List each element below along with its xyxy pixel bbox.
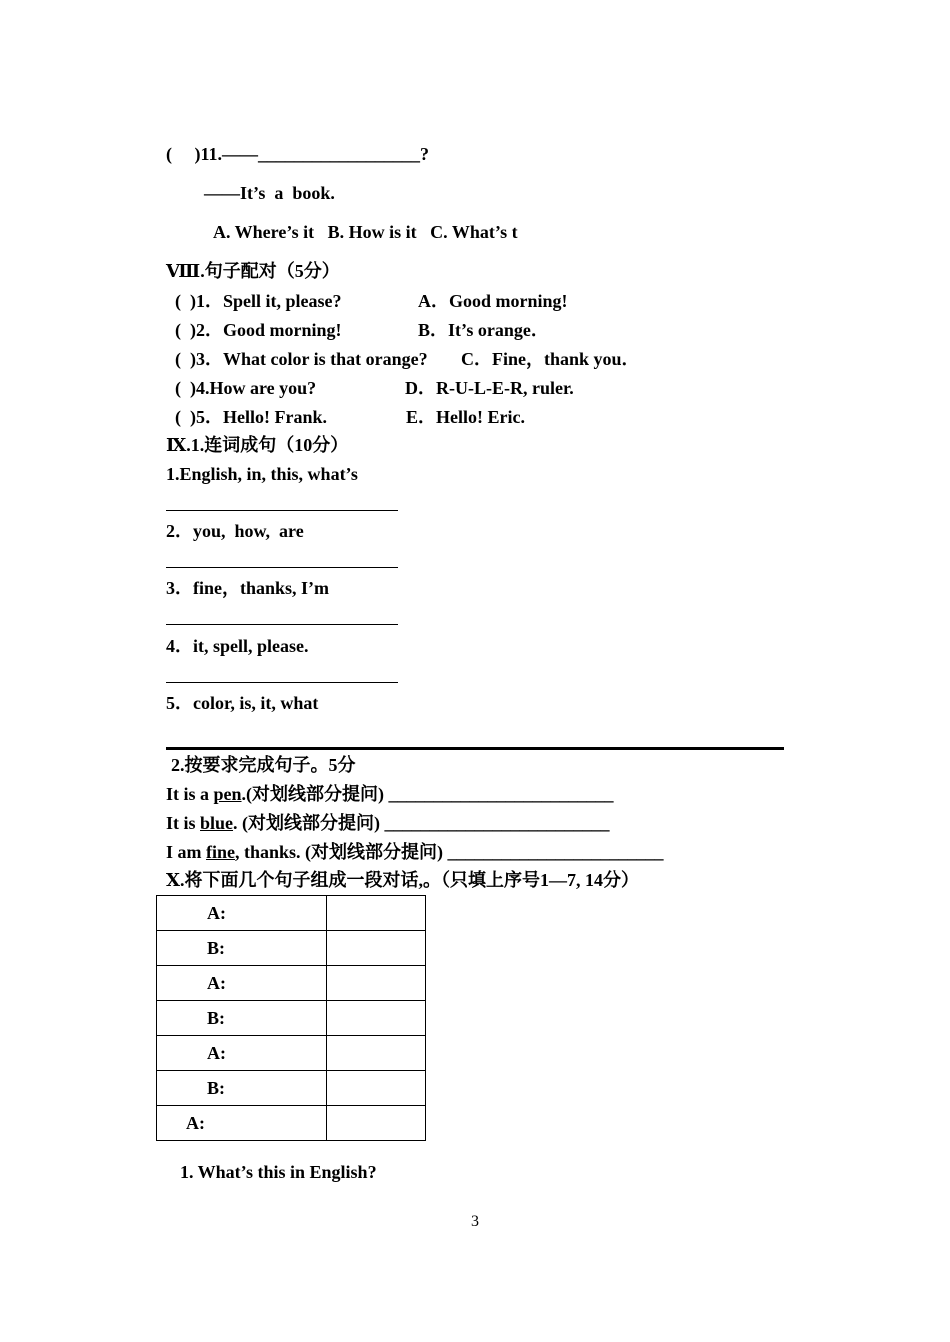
- answer-line-4[interactable]: [166, 682, 398, 683]
- answer-cell[interactable]: [327, 966, 426, 1001]
- table-row: [157, 896, 426, 931]
- q11-answer: ——It’s a book.: [204, 183, 335, 203]
- speaker-label: B:: [157, 1001, 327, 1036]
- table-row: [157, 1106, 426, 1141]
- table-row: [157, 1001, 426, 1036]
- answer-cell[interactable]: [327, 896, 426, 931]
- answer-line-5[interactable]: [166, 747, 784, 750]
- reorder-item-4: 4．it, spell, please.: [166, 636, 309, 656]
- reorder-item-2: 2．you, how, are: [166, 521, 304, 541]
- transform-sentence-3: I am fine, thanks. (对划线部分提问) ________________________: [166, 842, 664, 862]
- speaker-label: A:: [157, 1036, 327, 1071]
- section9-part2-title: 2.按要求完成句子。5分: [171, 755, 356, 775]
- reorder-item-3: 3．fine，thanks, I’m: [166, 578, 330, 598]
- speaker-label: B:: [157, 1071, 327, 1106]
- match-right-1: A．Good morning!: [418, 291, 568, 311]
- answer-cell[interactable]: [327, 1001, 426, 1036]
- match-left-1: ( )1．Spell it, please?: [175, 291, 342, 311]
- match-left-5: ( )5．Hello! Frank.: [175, 407, 327, 427]
- answer-cell[interactable]: [327, 1106, 426, 1141]
- table-row: [157, 1036, 426, 1071]
- speaker-label: B:: [157, 931, 327, 966]
- match-right-2: B．It’s orange．: [418, 320, 549, 340]
- transform-sentence-1: It is a pen.(对划线部分提问) _________________________: [166, 784, 614, 804]
- table-row: [157, 966, 426, 1001]
- speaker-label: A:: [157, 966, 327, 1001]
- answer-cell[interactable]: [327, 1036, 426, 1071]
- match-left-3: ( )3．What color is that orange?: [175, 349, 428, 369]
- match-left-4: ( )4.How are you?: [175, 378, 317, 398]
- match-left-2: ( )2．Good morning!: [175, 320, 342, 340]
- section9-title: Ⅸ.1.连词成句（10分）: [166, 435, 349, 455]
- table-row: [157, 1071, 426, 1106]
- page-number: 3: [471, 1213, 479, 1230]
- answer-line-1[interactable]: [166, 510, 398, 511]
- speaker-label: A:: [157, 896, 327, 931]
- dialogue-table: [156, 895, 426, 1141]
- section10-title: Ⅹ.将下面几个句子组成一段对话,。（只填上序号1—7, 14分）: [166, 870, 639, 890]
- answer-line-3[interactable]: [166, 624, 398, 625]
- answer-cell[interactable]: [327, 931, 426, 966]
- match-right-3: C．Fine，thank you．: [461, 349, 640, 369]
- underlined-word: pen: [213, 784, 242, 804]
- underlined-word: blue: [200, 813, 234, 833]
- dialogue-sentence-1: 1. What’s this in English?: [180, 1162, 377, 1182]
- transform-sentence-2: It is blue. (对划线部分提问) _________________________: [166, 813, 610, 833]
- underlined-word: fine: [206, 842, 235, 862]
- answer-line-2[interactable]: [166, 567, 398, 568]
- q11-stem: ( )11.——__________________?: [166, 144, 429, 164]
- match-right-5: E．Hello! Eric.: [406, 407, 525, 427]
- reorder-item-1: 1.English, in, this, what’s: [166, 464, 358, 484]
- answer-cell[interactable]: [327, 1071, 426, 1106]
- q11-options: A. Where’s it B. How is it C. What’s t: [213, 222, 518, 242]
- match-right-4: D．R-U-L-E-R, ruler.: [405, 378, 574, 398]
- table-row: [157, 931, 426, 966]
- reorder-item-5: 5．color, is, it, what: [166, 693, 319, 713]
- section8-title: Ⅷ.句子配对（5分）: [166, 261, 340, 281]
- speaker-label: A:: [157, 1106, 327, 1141]
